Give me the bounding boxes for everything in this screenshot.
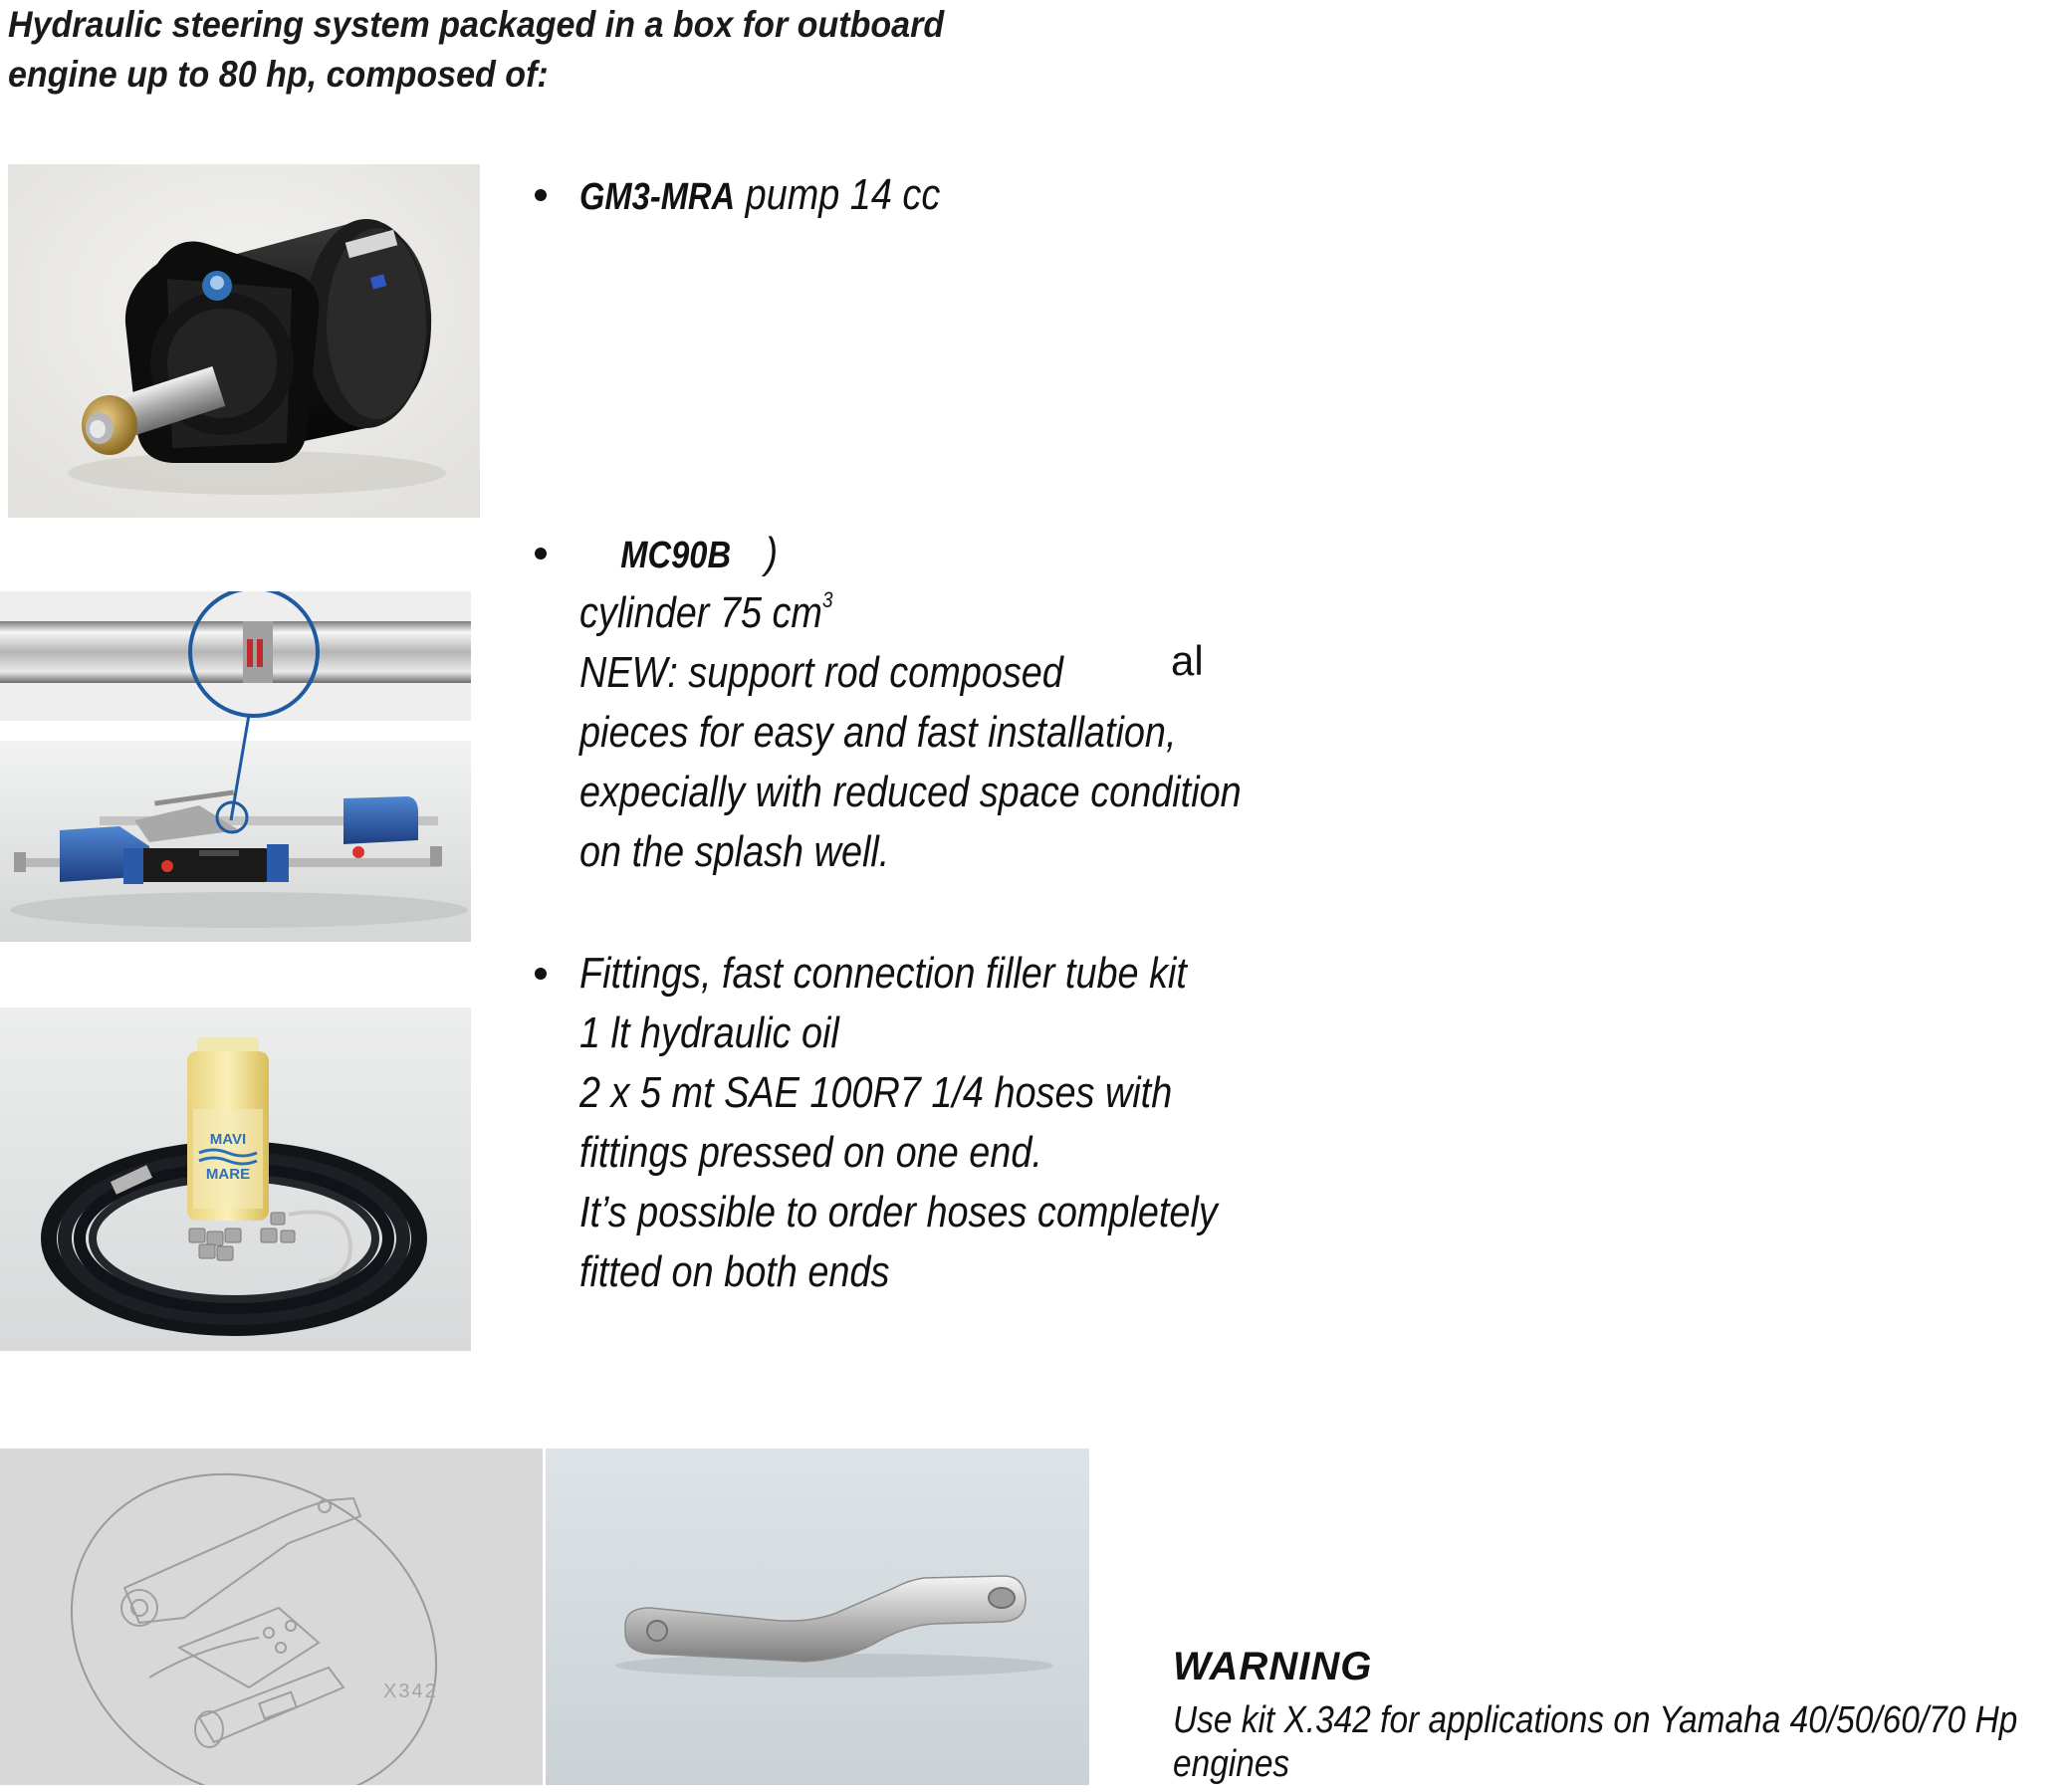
kit-line-2: 1 lt hydraulic oil — [579, 1008, 839, 1057]
hose-kit-photo — [0, 1008, 471, 1351]
bullet-2 — [535, 548, 547, 560]
page-title — [8, 0, 1016, 100]
page-title-line-1: Hydraulic steering system packaged in a box for outboard — [8, 4, 945, 45]
kit-line-6: fitted on both ends — [579, 1247, 890, 1296]
kit-line-1: Fittings, fast connection filler tube kit — [579, 949, 1187, 998]
item-cylinder-text — [579, 524, 1242, 882]
cylinder-code-paren: ) — [765, 529, 779, 577]
item-pump-text — [579, 165, 940, 225]
cylinder-volume-sup: 3 — [821, 587, 833, 612]
cylinder-volume: cylinder 75 cm — [579, 588, 822, 637]
warning-title: WARNING — [1173, 1645, 1373, 1688]
bullet-1 — [535, 189, 547, 201]
warning-line-1: Use kit X.342 for applications on Yamaha 40/50/60/70 Hp — [1173, 1699, 2018, 1741]
kit-line-4: fittings pressed on one end. — [579, 1128, 1042, 1177]
x342-drawing — [0, 1449, 543, 1785]
drawing-label: X342 — [383, 1680, 438, 1702]
warning-text — [1173, 1698, 2018, 1786]
support-rod-line: NEW: support rod composed — [579, 648, 1063, 697]
pump-description: pump 14 cc — [735, 170, 941, 219]
stray-fragment: al — [1171, 637, 1204, 684]
cylinder-code: MC90B — [620, 535, 732, 576]
pump-photo — [8, 164, 480, 518]
warning-line-2: engines — [1173, 1743, 1290, 1785]
cylinder-line-5: expecially with reduced space condition — [579, 768, 1242, 816]
cylinder-photo — [0, 591, 471, 942]
bottle-label-mare: MARE — [205, 1166, 251, 1183]
kit-line-5: It’s possible to order hoses completely — [579, 1188, 1218, 1236]
bullet-3 — [535, 968, 547, 980]
bottle-label-mavi: MAVI — [209, 1131, 247, 1148]
item-kit-text — [579, 944, 1218, 1302]
cylinder-line-6: on the splash well. — [579, 827, 890, 876]
page-title-line-2: engine up to 80 hp, composed of: — [8, 54, 549, 95]
pump-code: GM3-MRA — [579, 176, 736, 218]
tiller-arm-photo — [546, 1449, 1089, 1785]
cylinder-line-4: pieces for easy and fast installation, — [579, 708, 1177, 757]
kit-line-3: 2 x 5 mt SAE 100R7 1/4 hoses with — [579, 1068, 1173, 1117]
